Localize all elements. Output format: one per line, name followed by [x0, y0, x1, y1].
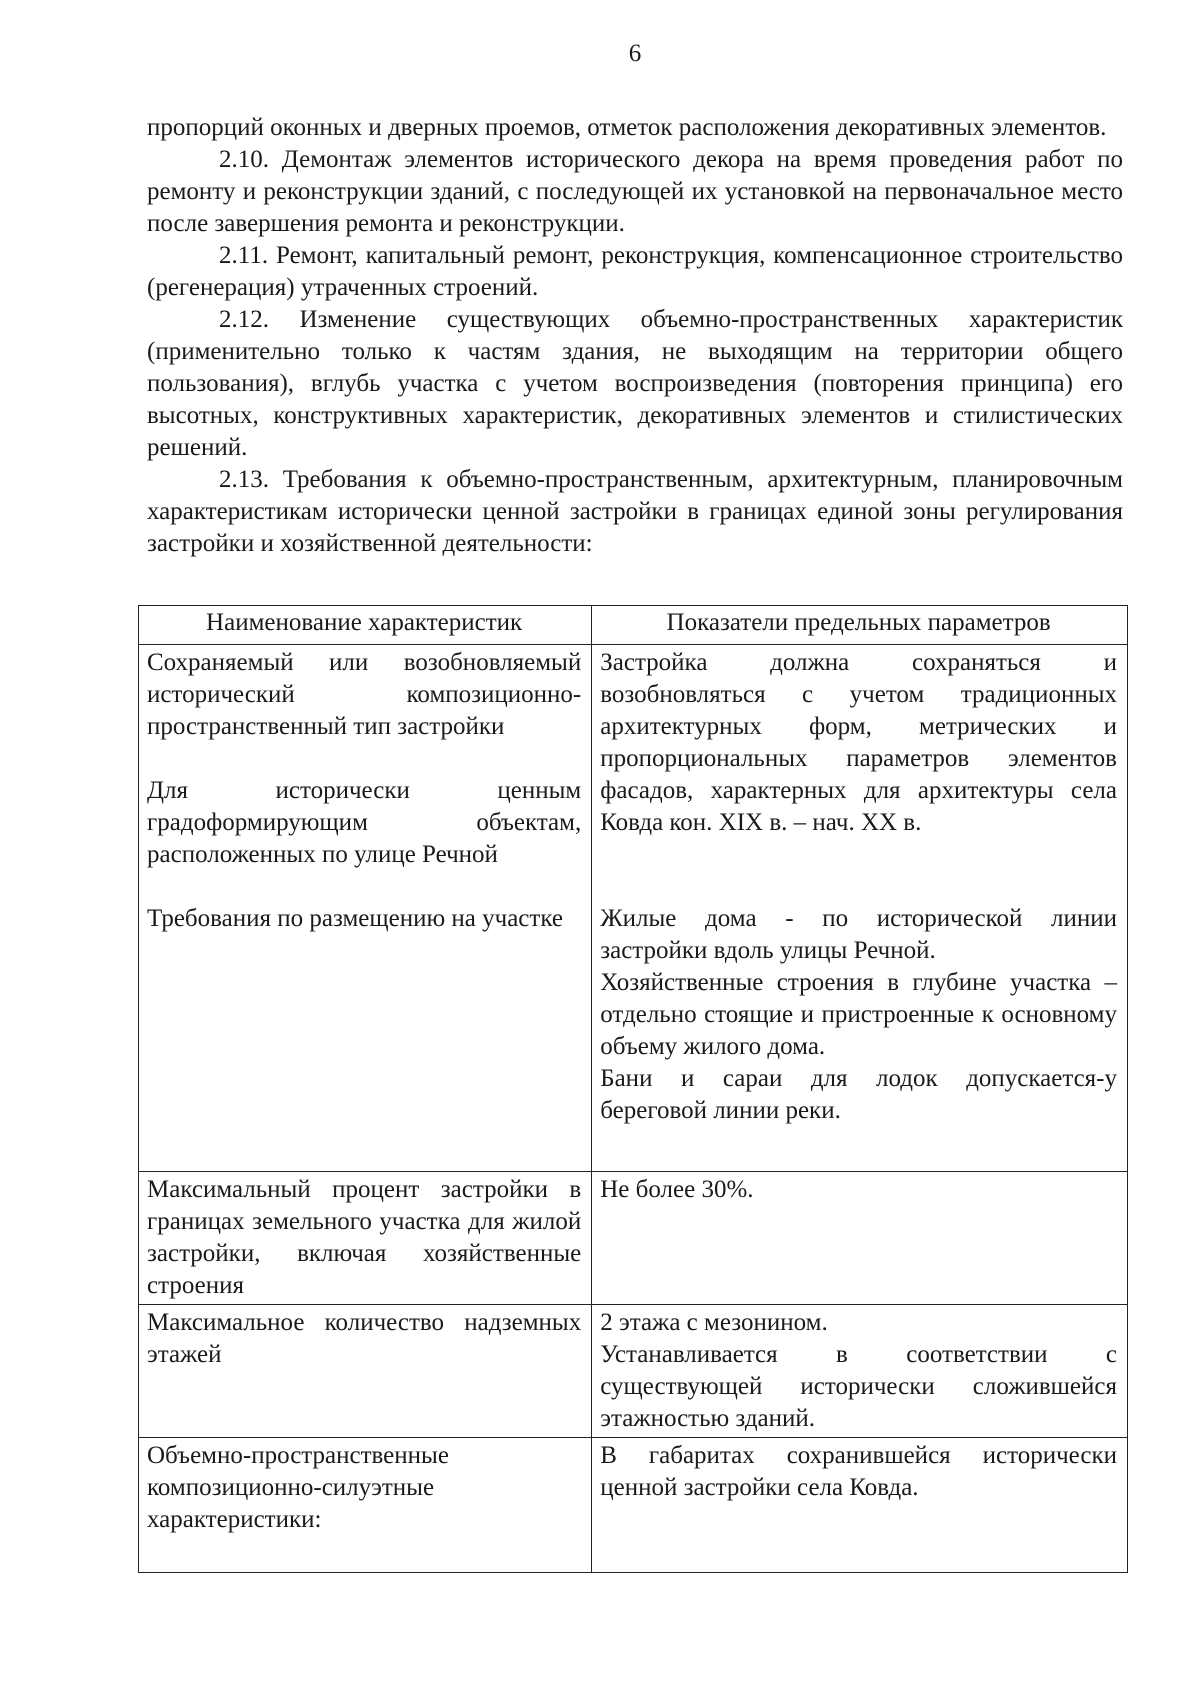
paragraph-2-12: 2.12. Изменение существующих объемно-пространственных характеристик (применительно только к частям здания, не выходящим на территории общего пользования), вглубь участка с учетом воспроизведения (повторения принципа) его высотных, конструктивных характеристик, декоративных элементов и стилистических решений.: [147, 306, 1123, 461]
intro-continuation: пропорций оконных и дверных проемов, отметок расположения декоративных элементов.: [147, 114, 1107, 141]
cell-text: Устанавливается в соответствии с существующей исторически сложившейся этажностью зданий.: [600, 1341, 1117, 1432]
cell-characteristic: [139, 645, 592, 1172]
table-header-row: [139, 606, 1128, 645]
cell-text: Объемно-пространственные композиционно-силуэтные характеристики:: [147, 1442, 449, 1533]
cell-text: 2 этажа с мезонином.: [600, 1309, 828, 1336]
cell-text: Для исторически ценным градоформирующим объектам, расположенных по улице Речной: [147, 777, 582, 868]
cell-parameter: [592, 1305, 1128, 1438]
paragraph-2-10: 2.10. Демонтаж элементов исторического декора на время проведения работ по ремонту и реконструкции зданий, с последующей их установкой на первоначальное место после завершения ремонта и реконструкции.: [147, 146, 1123, 237]
paragraph-2-11: 2.11. Ремонт, капитальный ремонт, реконструкция, компенсационное строительство (регенерация) утраченных строений.: [147, 242, 1123, 301]
cell-parameter: [592, 1172, 1128, 1305]
cell-text: Максимальное количество надземных этажей: [147, 1309, 582, 1368]
header-parameters: Показатели предельных параметров: [592, 606, 1128, 645]
cell-text: Бани и сараи для лодок допускается-у береговой линии реки.: [600, 1065, 1117, 1124]
requirements-table: [138, 605, 1128, 1573]
cell-text: Сохраняемый или возобновляемый исторический композиционно-пространственный тип застройки: [147, 649, 582, 740]
cell-text: Застройка должна сохраняться и возобновляться с учетом традиционных архитектурных форм, метрических и пропорциональных параметров элементов фасадов, характерных для архитектуры села Ковда кон. XIX в. – нач. XX в.: [600, 649, 1117, 836]
page-number: 6: [628, 40, 642, 67]
cell-characteristic: [139, 1438, 592, 1573]
cell-text: Жилые дома - по исторической линии застройки вдоль улицы Речной.: [600, 905, 1117, 964]
table-row: [139, 1438, 1128, 1573]
cell-text: Хозяйственные строения в глубине участка – отдельно стоящие и пристроенные к основному объему жилого дома.: [600, 969, 1117, 1060]
cell-characteristic: [139, 1172, 592, 1305]
cell-characteristic: [139, 1305, 592, 1438]
cell-text: Не более 30%.: [600, 1176, 754, 1203]
body-text: [147, 112, 1123, 560]
table-row: [139, 1305, 1128, 1438]
table-row: [139, 645, 1128, 1172]
header-characteristics: Наименование характеристик: [139, 606, 592, 645]
cell-text: Максимальный процент застройки в границах земельного участка для жилой застройки, включая хозяйственные строения: [147, 1176, 582, 1299]
paragraph-2-13: 2.13. Требования к объемно-пространственным, архитектурным, планировочным характеристикам исторически ценной застройки в границах единой зоны регулирования застройки и хозяйственной деятельности:: [147, 466, 1123, 557]
cell-text: Требования по размещению на участке: [147, 905, 563, 932]
cell-parameter: [592, 1438, 1128, 1573]
cell-text: В габаритах сохранившейся исторически ценной застройки села Ковда.: [600, 1442, 1117, 1501]
cell-parameter: [592, 645, 1128, 1172]
table-row: [139, 1172, 1128, 1305]
